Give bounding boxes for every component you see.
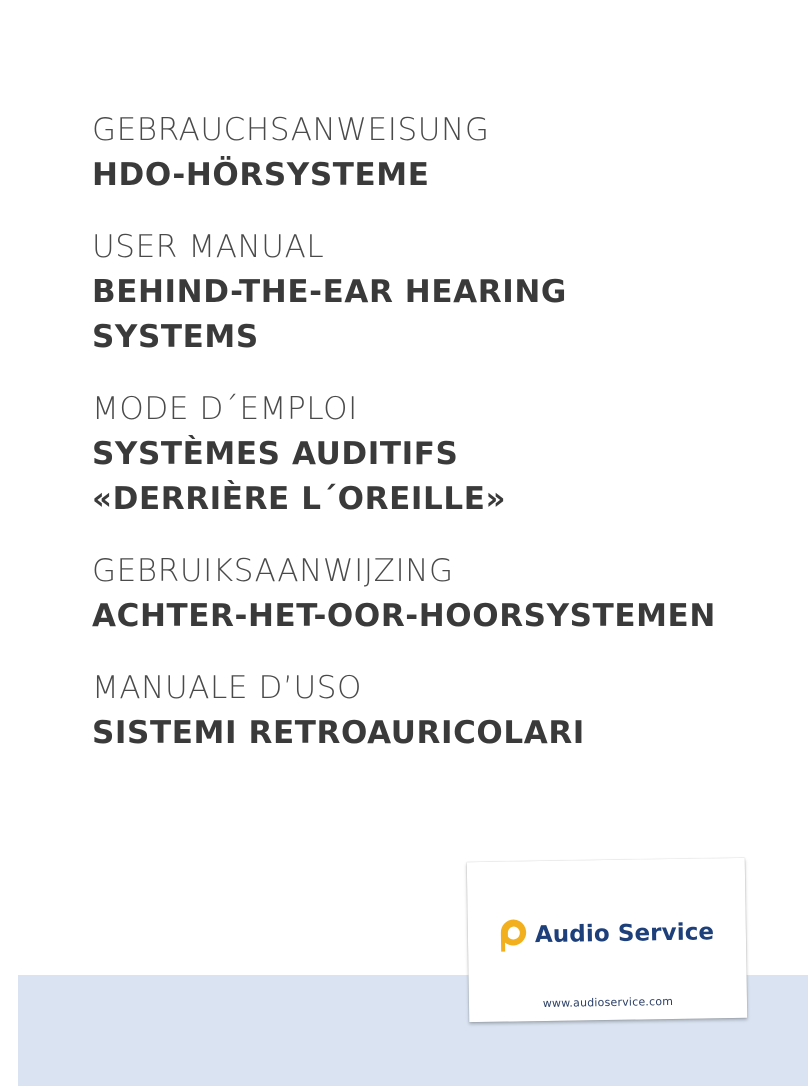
section-title: MODE D´EMPLOI [92, 391, 358, 427]
section-title: USER MANUAL [92, 229, 325, 265]
section-title: GEBRAUCHSANWEISUNG [92, 112, 490, 148]
website-url[interactable]: www.audioservice.com [542, 994, 674, 1011]
section-subtitle: SYSTEMS [92, 319, 259, 355]
section-subtitle: «DERRIÈRE L´OREILLE» [92, 481, 507, 517]
section-nl [92, 549, 792, 639]
manual-titles [92, 108, 792, 783]
section-subtitle: HDO-HÖRSYSTEME [92, 157, 430, 193]
section-it [92, 666, 792, 756]
brand-card [467, 858, 747, 1022]
section-subtitle: SISTEMI RETROAURICOLARI [92, 715, 585, 751]
section-title: MANUALE D’USO [92, 670, 363, 706]
section-subtitle: ACHTER-HET-OOR-HOORSYSTEMEN [92, 598, 716, 634]
brand-name: Audio Service [534, 919, 715, 949]
section-fr [92, 387, 792, 522]
section-subtitle: SYSTÈMES AUDITIFS [92, 436, 459, 472]
section-title: GEBRUIKSAANWIJZING [92, 553, 454, 589]
section-en [92, 225, 792, 360]
section-de [92, 108, 792, 198]
audio-service-logo-icon [498, 917, 531, 953]
section-subtitle: BEHIND-THE-EAR HEARING [92, 274, 567, 310]
brand-logo [498, 914, 715, 953]
